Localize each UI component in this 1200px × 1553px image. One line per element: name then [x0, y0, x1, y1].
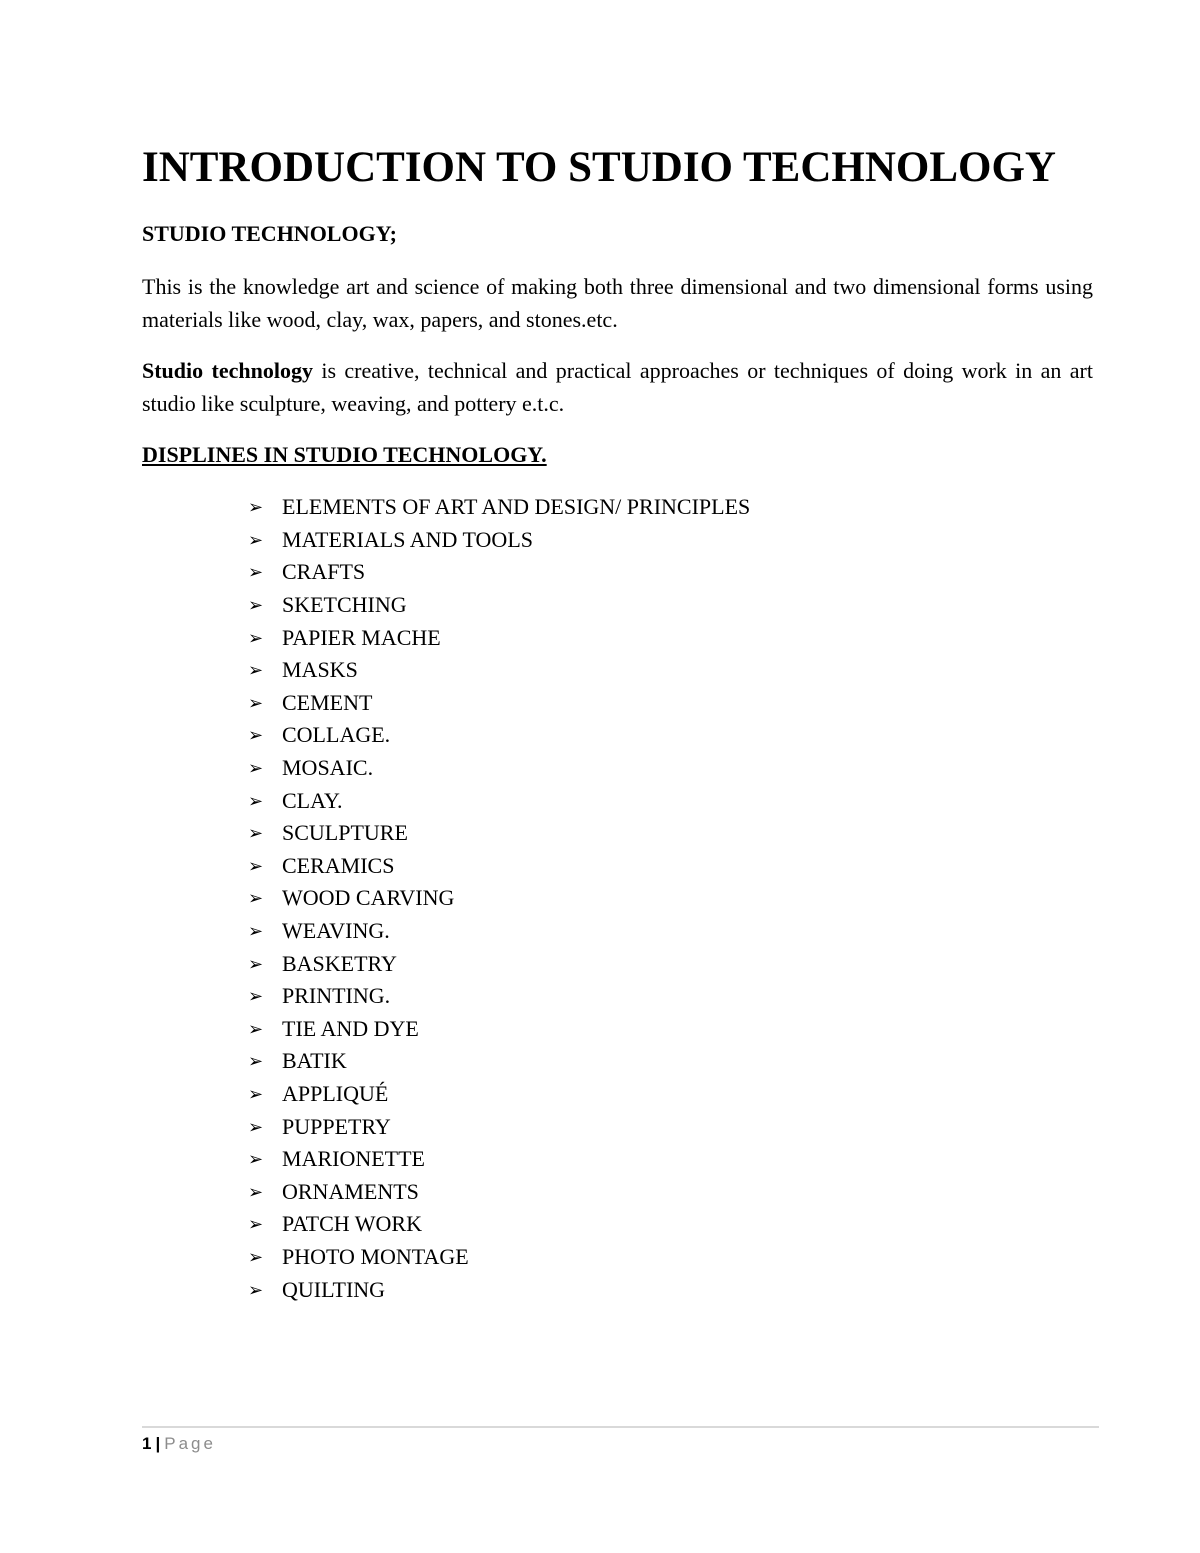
arrowhead-bullet-icon: ➢	[248, 823, 264, 844]
discipline-list-item	[248, 850, 750, 883]
discipline-list-item	[248, 882, 750, 915]
arrowhead-bullet-icon: ➢	[248, 1149, 264, 1170]
discipline-label: QUILTING	[282, 1276, 386, 1302]
page-footer	[142, 1432, 216, 1456]
discipline-label: WEAVING.	[282, 918, 390, 944]
discipline-label: MOSAIC.	[282, 755, 374, 781]
arrowhead-bullet-icon: ➢	[248, 1181, 264, 1202]
discipline-list-item	[248, 524, 750, 557]
discipline-list-item	[248, 817, 750, 850]
discipline-label: SCULPTURE	[282, 820, 408, 846]
discipline-list-item	[248, 1110, 750, 1143]
arrowhead-bullet-icon: ➢	[248, 953, 264, 974]
discipline-label: ELEMENTS OF ART AND DESIGN/ PRINCIPLES	[282, 494, 751, 520]
arrowhead-bullet-icon: ➢	[248, 758, 264, 779]
discipline-label: BASKETRY	[282, 950, 397, 976]
arrowhead-bullet-icon: ➢	[248, 1279, 264, 1300]
discipline-label: CRAFTS	[282, 559, 366, 585]
description-text: is creative, technical and practical approaches or techniques of doing work in an art studio like sculpture, weaving, and pottery e.t.c.	[142, 358, 1093, 416]
definition-paragraph: This is the knowledge art and science of making both three dimensional and two dimensional forms using materials like wood, clay, wax, papers, and stones.etc.	[142, 274, 1093, 332]
arrowhead-bullet-icon: ➢	[248, 1083, 264, 1104]
discipline-list-item	[248, 654, 750, 687]
arrowhead-bullet-icon: ➢	[248, 1246, 264, 1267]
discipline-label: CLAY.	[282, 787, 343, 813]
discipline-list-item	[248, 947, 750, 980]
discipline-list-item	[248, 621, 750, 654]
arrowhead-bullet-icon: ➢	[248, 1018, 264, 1039]
discipline-label: COLLAGE.	[282, 722, 391, 748]
discipline-list-item	[248, 1208, 750, 1241]
discipline-list-item	[248, 1143, 750, 1176]
discipline-list-item	[248, 491, 750, 524]
discipline-label: CEMENT	[282, 689, 373, 715]
arrowhead-bullet-icon: ➢	[248, 529, 264, 550]
arrowhead-bullet-icon: ➢	[248, 562, 264, 583]
page-number: 1	[142, 1434, 152, 1453]
arrowhead-bullet-icon: ➢	[248, 986, 264, 1007]
arrowhead-bullet-icon: ➢	[248, 692, 264, 713]
arrowhead-bullet-icon: ➢	[248, 660, 264, 681]
disciplines-list	[248, 491, 750, 1306]
arrowhead-bullet-icon: ➢	[248, 888, 264, 909]
discipline-list-item	[248, 1013, 750, 1046]
discipline-label: CERAMICS	[282, 852, 395, 878]
arrowhead-bullet-icon: ➢	[248, 790, 264, 811]
discipline-label: PHOTO MONTAGE	[282, 1243, 469, 1269]
arrowhead-bullet-icon: ➢	[248, 497, 264, 518]
discipline-label: APPLIQUÉ	[282, 1080, 389, 1106]
discipline-label: SKETCHING	[282, 592, 407, 618]
discipline-label: TIE AND DYE	[282, 1015, 419, 1041]
arrowhead-bullet-icon: ➢	[248, 921, 264, 942]
discipline-label: PATCH WORK	[282, 1211, 422, 1237]
arrowhead-bullet-icon: ➢	[248, 1116, 264, 1137]
document-title: INTRODUCTION TO STUDIO TECHNOLOGY	[142, 144, 1056, 191]
description-bold-term: Studio technology	[142, 358, 313, 383]
arrowhead-bullet-icon: ➢	[248, 595, 264, 616]
discipline-label: ORNAMENTS	[282, 1178, 419, 1204]
discipline-list-item	[248, 1241, 750, 1274]
discipline-list-item	[248, 1175, 750, 1208]
discipline-list-item	[248, 784, 750, 817]
discipline-label: BATIK	[282, 1048, 347, 1074]
discipline-list-item	[248, 1273, 750, 1306]
arrowhead-bullet-icon: ➢	[248, 627, 264, 648]
discipline-label: WOOD CARVING	[282, 885, 455, 911]
footer-separator: |	[155, 1434, 161, 1453]
discipline-list-item	[248, 687, 750, 720]
section-subheading: STUDIO TECHNOLOGY;	[142, 221, 397, 246]
discipline-label: PUPPETRY	[282, 1113, 391, 1139]
discipline-label: PRINTING.	[282, 983, 391, 1009]
description-paragraph	[142, 354, 1093, 420]
discipline-label: MARIONETTE	[282, 1146, 425, 1172]
discipline-list-item	[248, 752, 750, 785]
discipline-list-item	[248, 556, 750, 589]
arrowhead-bullet-icon: ➢	[248, 1214, 264, 1235]
discipline-list-item	[248, 589, 750, 622]
footer-divider	[142, 1426, 1099, 1428]
disciplines-heading: DISPLINES IN STUDIO TECHNOLOGY.	[142, 442, 547, 467]
discipline-label: MASKS	[282, 657, 358, 683]
arrowhead-bullet-icon: ➢	[248, 725, 264, 746]
discipline-list-item	[248, 915, 750, 948]
discipline-label: MATERIALS AND TOOLS	[282, 526, 533, 552]
discipline-list-item	[248, 1045, 750, 1078]
discipline-list-item	[248, 980, 750, 1013]
discipline-list-item	[248, 719, 750, 752]
discipline-label: PAPIER MACHE	[282, 624, 441, 650]
arrowhead-bullet-icon: ➢	[248, 855, 264, 876]
arrowhead-bullet-icon: ➢	[248, 1051, 264, 1072]
discipline-list-item	[248, 1078, 750, 1111]
page-label: Page	[164, 1434, 216, 1453]
